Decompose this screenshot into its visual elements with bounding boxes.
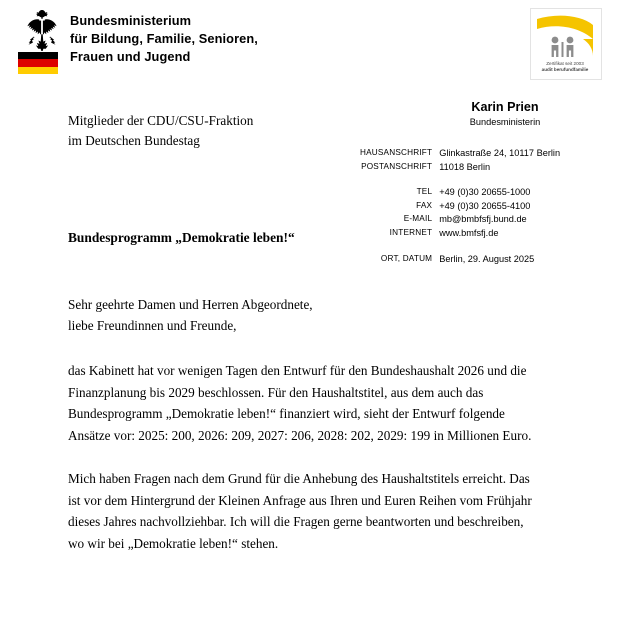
letter-subject: Bundesprogramm „Demokratie leben!“ xyxy=(68,230,295,245)
ministry-name xyxy=(70,12,258,66)
table-row xyxy=(360,213,560,227)
contact-label: ORT, DATUM xyxy=(380,253,433,263)
contact-label: INTERNET xyxy=(389,227,433,237)
ministry-name-line-2: für Bildung, Familie, Senioren, xyxy=(70,31,258,46)
contact-value: mb@bmbfsfj.bund.de xyxy=(439,214,527,225)
audit-berufundfamilie-logo xyxy=(530,8,602,80)
salutation-line-1: Sehr geehrte Damen und Herren Abgeordnete, xyxy=(68,297,313,312)
german-flag-icon xyxy=(18,52,58,74)
table-row xyxy=(360,174,560,200)
recipient-line-1: Mitglieder der CDU/CSU-Fraktion xyxy=(68,113,254,128)
contact-label: HAUSANSCHRIFT xyxy=(360,148,433,157)
contact-label: POSTANSCHRIFT xyxy=(361,161,433,171)
sender-name: Karin Prien xyxy=(471,100,539,114)
table-row xyxy=(360,200,560,214)
ministry-name-line-1: Bundesministerium xyxy=(70,13,192,28)
audit-logo-line2: audit berufundfamilie xyxy=(541,67,589,72)
letter-paragraph-2: Mich haben Fragen nach dem Grund für die Anhebung des Haushaltstitels erreicht. Das ist vor dem Hintergrund der Kleinen Anfrage aus Ihren und Euren Reihen vom Frühjahr dieses Jahres nachvollziehbar. Ich will die Fragen gerne beantworten und beschreiben, wo wir bei „Demokratie leben!“ stehen. xyxy=(68,471,532,551)
recipient-address xyxy=(68,111,253,151)
sender-role: Bundesministerin xyxy=(469,117,541,127)
contact-value: Berlin, 29. August 2025 xyxy=(439,253,535,264)
letter-salutation xyxy=(68,294,538,336)
table-row xyxy=(360,161,560,175)
letter-body xyxy=(68,230,538,576)
contact-value: +49 (0)30 20655-1000 xyxy=(439,187,531,198)
contact-value: www.bmfsfj.de xyxy=(439,227,499,238)
letter-paragraph-1: das Kabinett hat vor wenigen Tagen den Entwurf für den Bundeshaushalt 2026 und die Finanzplanung bis 2029 beschlossen. Für den Haushaltstitel, aus dem auch das Bundesprogramm „Demokratie leben!“ finanziert wird, sieht der Entwurf folgende Ansätze vor: 2025: 200, 2026: 209, 2027: 206, 2028: 202, 2029: 199 in Millionen Euro. xyxy=(68,363,532,443)
contact-value: Glinkastraße 24, 10117 Berlin xyxy=(439,148,561,158)
contact-value: +49 (0)30 20655-4100 xyxy=(439,200,531,211)
sender-block xyxy=(360,100,610,127)
contact-value: 11018 Berlin xyxy=(439,161,491,172)
letter-header xyxy=(0,0,620,92)
contact-label: TEL xyxy=(416,187,433,197)
salutation-line-2: liebe Freundinnen und Freunde, xyxy=(68,318,237,333)
ministry-name-line-3: Frauen und Jugend xyxy=(70,49,191,64)
table-row xyxy=(360,147,560,161)
contact-label: E-MAIL xyxy=(403,214,433,224)
audit-logo-line1: Zertifikat seit 2003 xyxy=(546,61,584,66)
contact-label: FAX xyxy=(416,200,433,210)
recipient-line-2: im Deutschen Bundestag xyxy=(68,133,200,148)
